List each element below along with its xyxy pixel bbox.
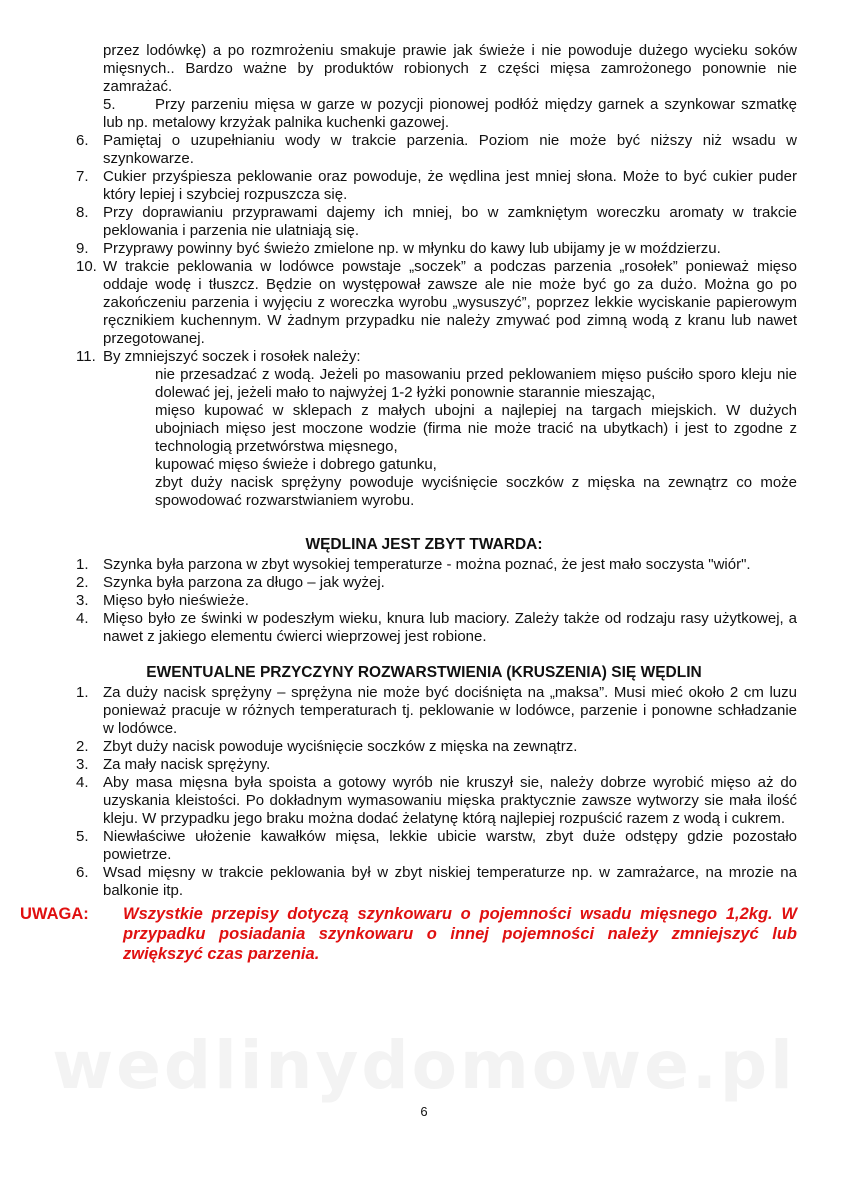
item-number: 2. [76,738,89,755]
item-text: Zbyt duży nacisk powoduje wyciśnięcie soczków z mięska na zewnątrz. [103,738,578,755]
item-number: 3. [76,592,89,609]
item-number: 5. [103,96,116,113]
item-number: 7. [76,168,89,185]
item-text: Szynka była parzona za długo – jak wyżej. [103,574,385,591]
sub-item: mięso kupować w sklepach z małych ubojni a najlepiej na targach miejskich. W dużych ubojniach mięso jest moczone wodzie (firma nie może tracić na ubytkach) i jest to zgodne z technologią przetwórstwa mięsnego, [155,402,797,455]
list-item [76,610,797,646]
item-number: 1. [76,556,89,573]
too-hard-list [0,556,848,646]
list-item-5 [103,96,797,132]
intro-paragraph: przez lodówkę) a po rozmrożeniu smakuje prawie jak świeże i nie powoduje dużego wycieku soków mięsnych.. Bardzo ważne by produktów robionych z części mięsa zamrożonego ponownie nie zamrażać. [103,42,797,95]
item-text: Niewłaściwe ułożenie kawałków mięsa, lekkie ubicie warstw, zbyt duże odstępy gdzie pozostało powietrze. [103,828,797,863]
item-text: W trakcie peklowania w lodówce powstaje „soczek” a podczas parzenia „rosołek” ponieważ mięso oddaje wodę i tłuszcz. Będzie on występował zawsze ale nie może być go za dużo. Można go po zakończeniu parzenia i wyjęciu z woreczka wyrobu „wysuszyć”, poprzez lekkie wyciskanie papierowym ręcznikiem kuchennym. W żadnym przypadku nie należy zmywać pod zimną wodą z kranu lub nawet przegotowanej. [103,258,797,347]
page-number: 6 [420,1104,428,1119]
list-item [76,738,797,756]
list-item [76,168,797,204]
sub-item: kupować mięso świeże i dobrego gatunku, [155,456,437,473]
item-text: Aby masa mięsna była spoista a gotowy wyrób nie kruszył sie, należy dobrze wyrobić mięso aż do uzyskania kleistości. Po dokładnym wymasowaniu mięska praktycznie zawsze wytworzy sie mała ilość kleju. W przypadku jego braku można dodać żelatynę którą najlepiej rozpuścić razem z wodą i cukrem. [103,774,797,827]
item-text: Mięso było ze świnki w podeszłym wieku, knura lub maciory. Zależy także od rodzaju rasy użytkowej, a nawet z jakiego elementu ćwierci wieprzowej jest robione. [103,610,797,645]
section-heading-delamination: EWENTUALNE PRZYCZYNY ROZWARSTWIENIA (KRUSZENIA) SIĘ WĘDLIN [146,664,702,681]
item-text: Pamiętaj o uzupełnianiu wody w trakcie parzenia. Poziom nie może być niższy niż wsadu w szynkowarze. [103,132,797,167]
delamination-list [0,684,848,900]
item-number: 8. [76,204,89,221]
list-item [76,828,797,864]
watermark: wedlinydomowe.pl [52,1027,796,1104]
list-item [76,240,797,258]
item-number: 10. [76,258,97,275]
item-number: 5. [76,828,89,845]
warning-text: Wszystkie przepisy dotyczą szynkowaru o pojemności wsadu mięsnego 1,2kg. W przypadku posiadania szynkowaru o innej pojemności należy zmniejszyć lub zwiększyć czas parzenia. [123,905,797,963]
list-item [76,258,797,348]
list-item [76,204,797,240]
list-item [76,864,797,900]
item-number: 4. [76,774,89,791]
item-number: 6. [76,132,89,149]
item-text: Mięso było nieświeże. [103,592,249,609]
item-text: Przyprawy powinny być świeżo zmielone np. w młynku do kawy lub ubijamy je w moździerzu. [103,240,721,257]
list-item [76,348,797,366]
item-number: 1. [76,684,89,701]
list-item [76,556,797,574]
list-item [76,756,797,774]
list-item [76,574,797,592]
list-item [76,684,797,738]
item-number: 11. [76,348,96,365]
sub-item: zbyt duży nacisk sprężyny powoduje wyciśnięcie soczków z mięska na zewnątrz co może spowodować rozwarstwianiem wyrobu. [155,474,797,509]
item-number: 3. [76,756,89,773]
item-text: Wsad mięsny w trakcie peklowania był w zbyt niskiej temperaturze np. w zamrażarce, na mrozie na balkonie itp. [103,864,797,899]
sub-item: nie przesadzać z wodą. Jeżeli po masowaniu przed peklowaniem mięso puściło sporo kleju nie dolewać jej, jeżeli mało to najwyżej 1-2 łyżki ponownie starannie mieszając, [155,366,797,401]
list-item [76,774,797,828]
item-text: Przy doprawianiu przyprawami dajemy ich mniej, bo w zamkniętym woreczku aromaty w trakcie peklowania i parzenia nie ulatniają się. [103,204,797,239]
item-text: Szynka była parzona w zbyt wysokiej temperaturze - można poznać, że jest mało soczysta "wiór". [103,556,751,573]
list-item [76,592,797,610]
item-number: 2. [76,574,89,591]
warning-note [20,904,797,964]
item-text: Przy parzeniu mięsa w garze w pozycji pionowej podłóż między garnek a szynkowar szmatkę lub np. metalowy krzyżak palnika kuchenki gazowej. [103,96,797,131]
tips-list [0,132,848,510]
item-number: 6. [76,864,89,881]
item-number: 4. [76,610,89,627]
list-item [76,132,797,168]
item-text: By zmniejszyć soczek i rosołek należy: [103,348,361,365]
item-text: Za mały nacisk sprężyny. [103,756,271,773]
warning-label: UWAGA: [20,905,89,923]
section-heading-too-hard: WĘDLINA JEST ZBYT TWARDA: [305,536,543,553]
item-number: 9. [76,240,89,257]
item-text: Za duży nacisk sprężyny – sprężyna nie może być dociśnięta na „maksa”. Musi mieć około 2 cm luzu ponieważ pracuje w różnych temperaturach tj. peklowanie w lodówce, parzenie i ponowne schładzanie w lodówce. [103,684,797,737]
item-text: Cukier przyśpiesza peklowanie oraz powoduje, że wędlina jest mniej słona. Może to być cukier puder który lepiej i szybciej rozpuszcza się. [103,168,797,203]
